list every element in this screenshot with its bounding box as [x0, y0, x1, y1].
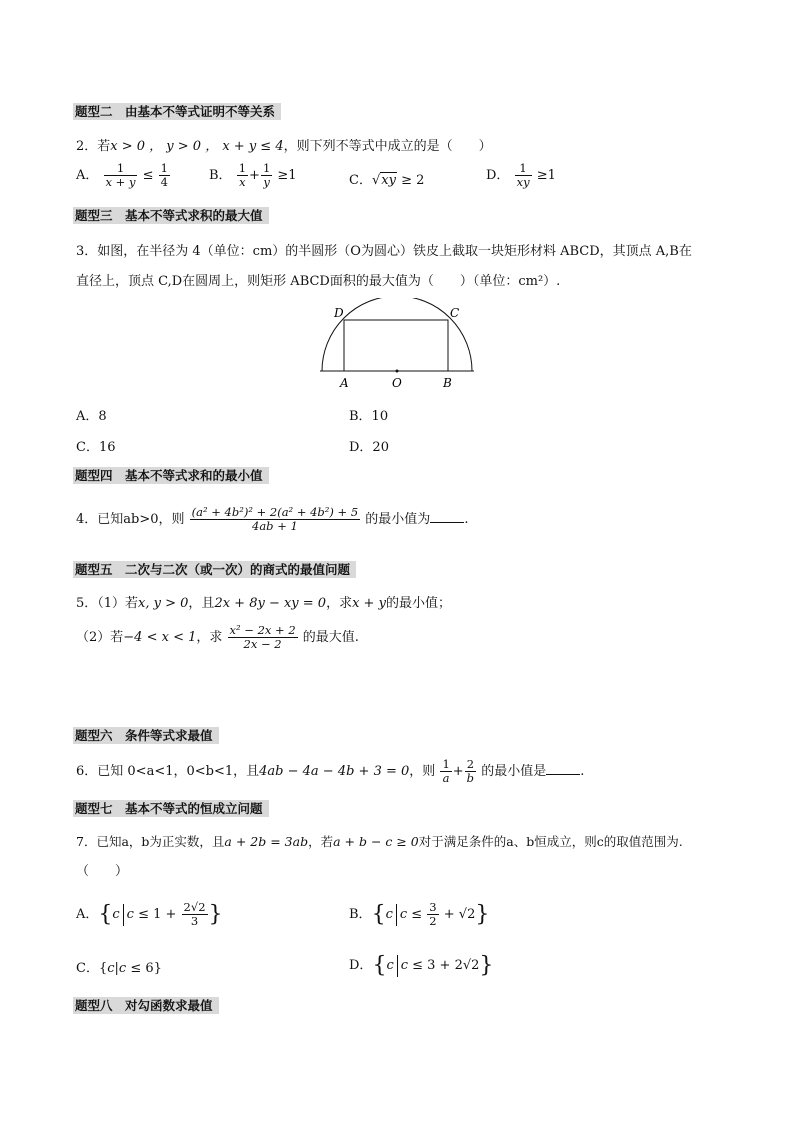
question-7-option-b[interactable]: B．{c c ≤ $\frac{3}{2}$ + √2}	[349, 900, 490, 928]
question-7-option-c[interactable]: C．{c|c ≤ 6}	[76, 961, 162, 976]
section-header-6: 题型六 条件等式求最值	[73, 727, 219, 744]
label-o: O	[392, 376, 402, 390]
label-c: C	[450, 306, 460, 320]
section-header-8: 题型八 对勾函数求最值	[73, 997, 219, 1014]
label-a: A	[340, 376, 349, 390]
question-2-option-b[interactable]: B． $\frac{1}{x}$ + $\frac{1}{y}$ ≥1	[209, 161, 297, 189]
question-3-line-2: 直径上，顶点 C,D在圆周上，则矩形 ABCD面积的最大值为（ ）（单位：cm²）.	[76, 274, 561, 289]
section-header-4: 题型四 基本不等式求和的最小值	[73, 467, 269, 484]
question-4: 4．已知ab>0，则 $\frac{\text{(a² + 4b²)² + 2(a² + 4b²) + 5}}{4ab + 1}$ 的最小值为 .	[76, 505, 469, 533]
section-header-7: 题型七 基本不等式的恒成立问题	[73, 800, 269, 817]
question-3-option-a[interactable]: A．8	[76, 409, 107, 424]
question-2-option-a[interactable]: A． $\frac{1}{x + y}$ ≤ $\frac{1}{4}$	[76, 161, 168, 189]
question-7-option-d[interactable]: D．{c c ≤ 3 + 2√2}	[349, 953, 494, 978]
question-7-option-a[interactable]: A．{c c ≤ 1 + $\frac{2√2}{3}$ }	[76, 900, 223, 928]
question-5-part-2: （2）若−4 < x < 1，求 $\frac{\text{x² − 2x + 2}}{2x - 2}$ 的最大值.	[76, 623, 359, 651]
question-3-option-d[interactable]: D．20	[349, 440, 389, 455]
section-header-2: 题型二 由基本不等式证明不等关系	[73, 103, 281, 120]
question-2-stem: 2．若x > 0 ， y > 0 ， x + y ≤ 4，则下列不等式中成立的是（ ）	[76, 139, 492, 154]
question-3-option-b[interactable]: B．10	[349, 409, 389, 424]
question-7-line-2: （ ）	[76, 864, 129, 879]
question-3-line-1: 3．如图，在半径为 4（单位：cm）的半圆形（O为圆心）铁皮上截取一块矩形材料 ABCD，其顶点 A,B在	[76, 244, 692, 259]
question-3-option-c[interactable]: C．16	[76, 440, 116, 455]
question-2-option-d[interactable]: D． $\frac{1}{xy}$ ≥1	[486, 161, 556, 189]
label-d: D	[334, 306, 344, 320]
section-header-5: 题型五 二次与二次（或一次）的商式的最值问题	[73, 561, 356, 578]
answer-blank[interactable]	[546, 762, 580, 775]
answer-blank[interactable]	[430, 510, 464, 523]
question-6: 6．已知 0<a<1，0<b<1，且4ab − 4a − 4b + 3 = 0，则 $\frac{1}{a}$ + $\frac{2}{b}$ 的最小值是 .	[76, 757, 585, 785]
section-header-3: 题型三 基本不等式求积的最大值	[73, 207, 269, 224]
question-2-option-c[interactable]: C．√xy ≥ 2	[349, 173, 425, 188]
label-b: B	[443, 376, 452, 390]
semicircle-figure	[310, 298, 485, 393]
question-7-line-1: 7．已知a，b为正实数，且a + 2b = 3ab，若a + b − c ≥ 0对于满足条件的a、b恒成立，则c的取值范围为.	[76, 834, 683, 849]
question-5-part-1: 5．（1）若x, y > 0，且2x + 8y − xy = 0，求x + y的最小值；	[76, 596, 451, 611]
